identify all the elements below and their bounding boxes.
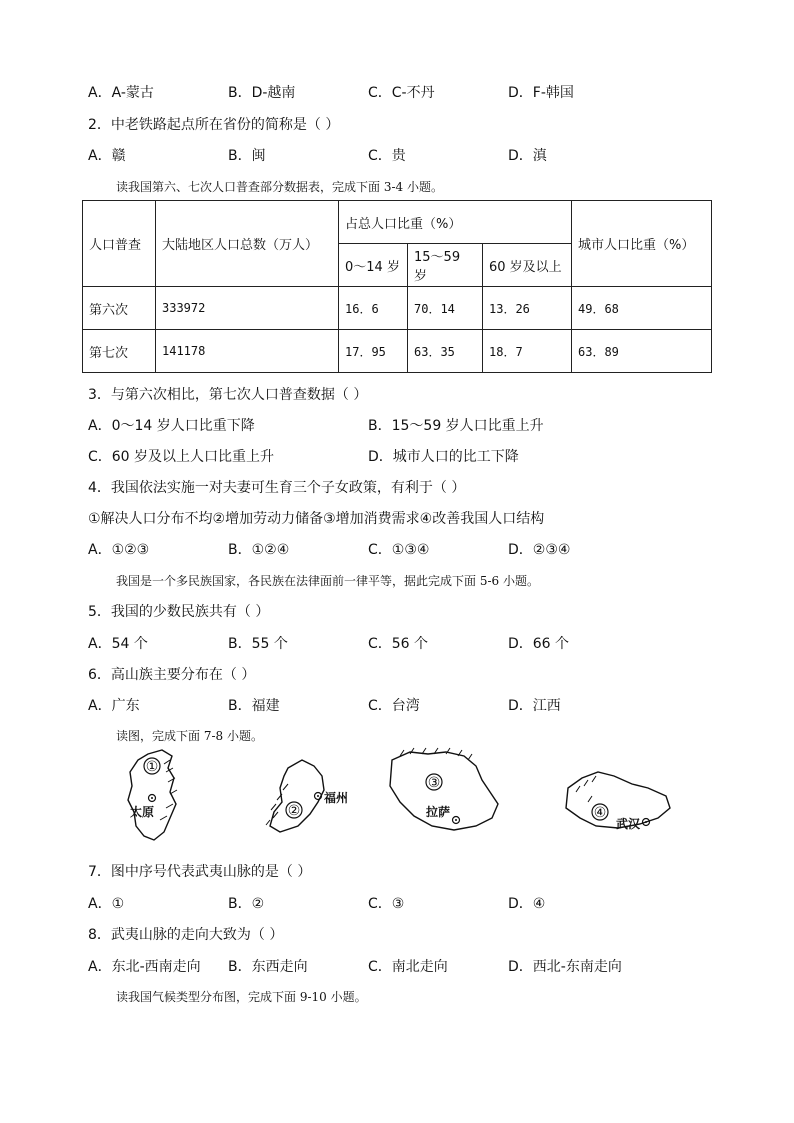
map-num-1: ① [145,759,159,775]
q8-option-c: C．南北走向 [368,959,448,975]
q5-stem: 5．我国的少数民族共有（ ） [88,604,270,620]
header-age-0-14: 0～14 岁 [339,244,408,287]
cell-urban: 63．89 [572,330,712,373]
q5-option-d: D．66 个 [508,636,570,652]
map-hubei [566,772,670,831]
q3-stem: 3．与第六次相比，第七次人口普查数据（ ） [88,387,368,403]
q6-option-d: D．江西 [508,698,561,714]
q4-option-c: C．①③④ [368,542,430,558]
q5-option-b: B．55 个 [228,636,288,652]
cell-total: 141178 [156,330,339,373]
q8-option-a: A．东北-西南走向 [88,959,201,975]
q7-option-d: D．④ [508,896,546,912]
q5-option-a: A．54 个 [88,636,148,652]
intro-7-8: 读图，完成下面 7-8 小题。 [116,729,263,743]
header-urban: 城市人口比重（%） [572,201,712,287]
map-city-4: 武汉 [616,817,641,831]
map-num-2: ② [287,803,301,819]
intro-5-6: 我国是一个多民族国家，各民族在法律面前一律平等，据此完成下面 5-6 小题。 [116,574,539,588]
map-fujian [266,760,348,832]
q8-stem: 8．武夷山脉的走向大致为（ ） [88,927,284,943]
q7-stem: 7．图中序号代表武夷山脉的是（ ） [88,864,312,880]
cell-census: 第七次 [83,330,156,373]
q2-stem: 2．中老铁路起点所在省份的简称是（ ） [88,117,340,133]
table-row [83,287,712,330]
q4-option-b: B．①②④ [228,542,290,558]
q1-option-b: B．D-越南 [228,85,296,101]
cell-age-60: 18．7 [483,330,572,373]
intro-9-10: 读我国气候类型分布图，完成下面 9-10 小题。 [116,990,367,1004]
q6-stem: 6．高山族主要分布在（ ） [88,667,256,683]
intro-3-4: 读我国第六、七次人口普查部分数据表，完成下面 3-4 小题。 [116,180,443,194]
q6-option-b: B．福建 [228,698,280,714]
cell-total: 333972 [156,287,339,330]
map-city-3: 拉萨 [426,805,451,819]
q2-option-c: C．贵 [368,148,406,164]
q4-items: ①解决人口分布不均②增加劳动力储备③增加消费需求④改善我国人口结构 [88,511,545,527]
q3-option-d: D．城市人口的比工下降 [368,449,519,465]
q7-option-a: A．① [88,896,125,912]
map-tibet [390,748,498,830]
map-num-4: ④ [593,805,607,821]
map-shanxi [128,750,177,840]
q5-option-c: C．56 个 [368,636,429,652]
header-age-15-59: 15～59 岁 [408,244,483,287]
header-census: 人口普查 [83,201,156,287]
map-city-2: 福州 [324,791,349,805]
census-table [82,200,712,373]
q3-option-b: B．15～59 岁人口比重上升 [368,418,544,434]
q1-option-c: C．C-不丹 [368,85,435,101]
header-share: 占总人口比重（%） [339,201,572,244]
q6-option-c: C．台湾 [368,698,420,714]
q4-option-d: D．②③④ [508,542,571,558]
cell-urban: 49．68 [572,287,712,330]
q1-option-a: A．A-蒙古 [88,85,154,101]
cell-age-15-59: 63．35 [408,330,483,373]
q3-option-c: C．60 岁及以上人口比重上升 [88,449,275,465]
cell-age-0-14: 16．6 [339,287,408,330]
q8-option-d: D．西北-东南走向 [508,959,622,975]
cell-census: 第六次 [83,287,156,330]
q2-option-b: B．闽 [228,148,266,164]
province-maps-figure [110,746,690,846]
q2-option-d: D．滇 [508,148,547,164]
q4-stem: 4．我国依法实施一对夫妻可生育三个子女政策，有利于（ ） [88,480,466,496]
cell-age-60: 13．26 [483,287,572,330]
cell-age-0-14: 17．95 [339,330,408,373]
q2-option-a: A．赣 [88,148,126,164]
q1-option-d: D．F-韩国 [508,85,574,101]
q4-option-a: A．①②③ [88,542,150,558]
cell-age-15-59: 70．14 [408,287,483,330]
q6-option-a: A．广东 [88,698,140,714]
map-num-3: ③ [427,775,441,791]
q7-option-c: C．③ [368,896,405,912]
q8-option-b: B．东西走向 [228,959,308,975]
q7-option-b: B．② [228,896,265,912]
table-row [83,330,712,373]
header-total: 大陆地区人口总数（万人） [156,201,339,287]
map-city-1: 太原 [130,805,155,819]
q3-option-a: A．0～14 岁人口比重下降 [88,418,255,434]
header-age-60: 60 岁及以上 [483,244,572,287]
